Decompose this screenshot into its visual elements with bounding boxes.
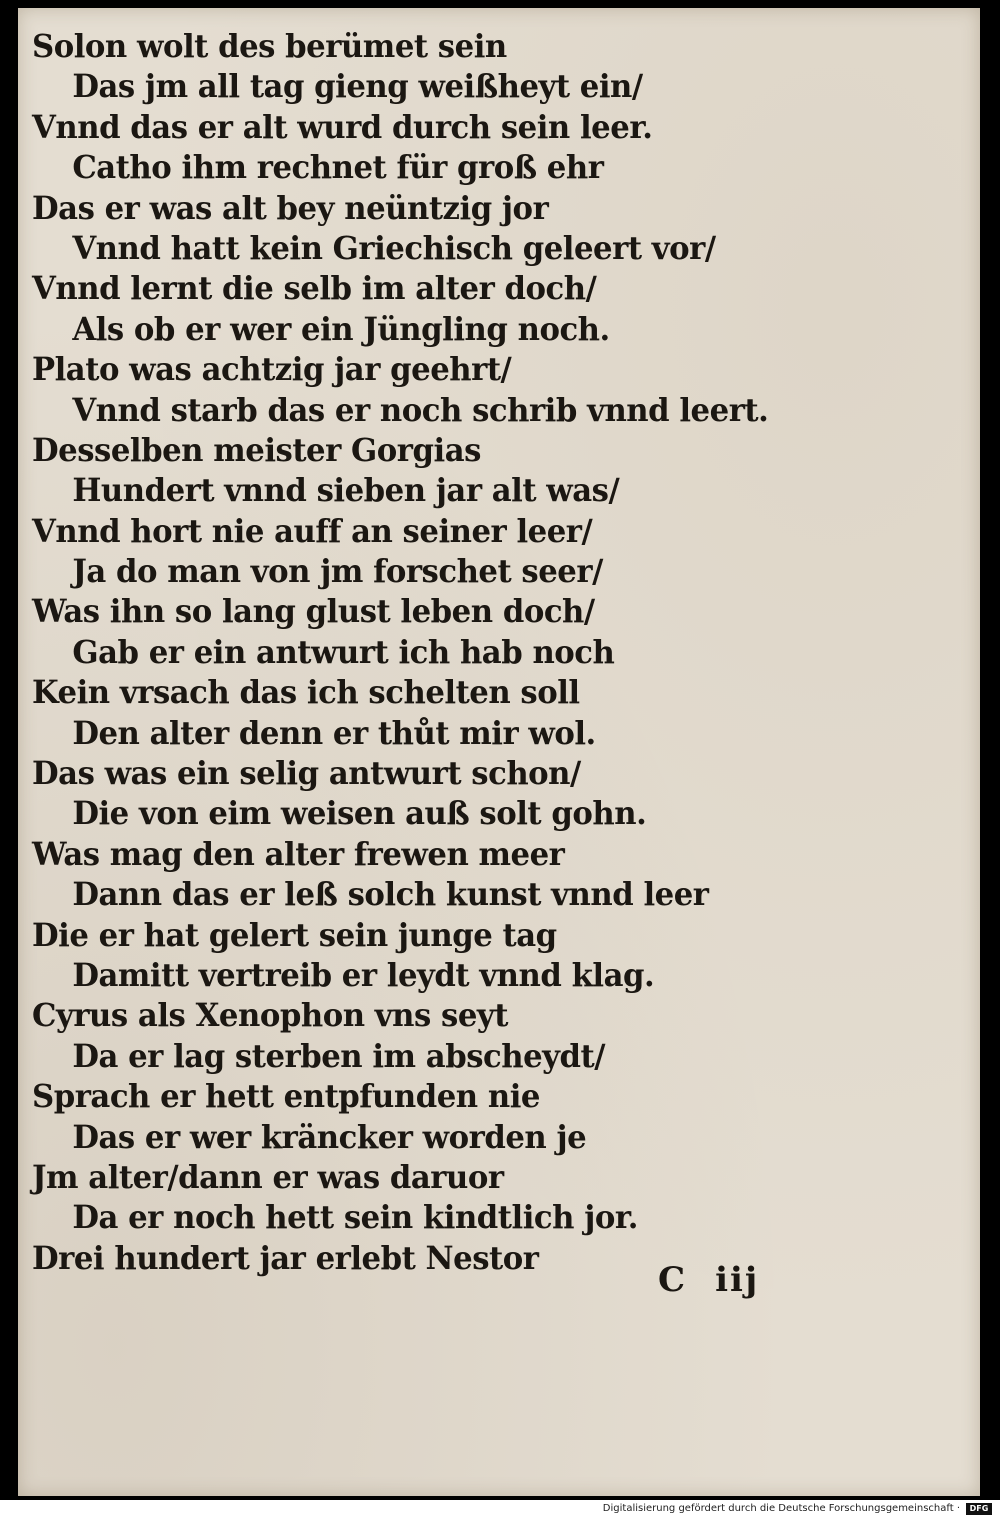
verse-line: Vnnd hort nie auff an seiner leer/: [32, 511, 593, 550]
verse-line: Solon wolt des berümet sein: [32, 27, 507, 65]
verse-line: Cyrus als Xenophon vns seyt: [32, 996, 509, 1035]
verse-line: Das er wer kräncker worden je: [72, 1117, 587, 1156]
verse-line: Was ihn so lang glust leben doch/: [32, 592, 595, 631]
verse-line: Was mag den alter frewen meer: [32, 834, 565, 873]
verse-line: Als ob er wer ein Jüngling noch.: [72, 309, 610, 348]
verse-line: Desselben meister Gorgias: [32, 430, 481, 469]
verse-line: Die von eim weisen auß solt gohn.: [72, 794, 647, 833]
verse-block: [32, 26, 812, 1278]
verse-line: Catho ihm rechnet für groß ehr: [72, 148, 604, 187]
verse-line: Drei hundert jar erlebt Nestor: [32, 1238, 539, 1277]
dfg-logo-icon: DFG: [966, 1503, 992, 1515]
footer-credit: Digitalisierung gefördert durch die Deutsche Forschungsgemeinschaft ·: [602, 1503, 960, 1514]
verse-line: Jm alter/dann er was daruor: [32, 1157, 504, 1196]
verse-line: Das was ein selig antwurt schon/: [32, 754, 581, 793]
verse-line: Das jm all tag gieng weißheyt ein/: [72, 67, 643, 106]
verse-line: Vnnd das er alt wurd durch sein leer.: [32, 107, 653, 146]
digitization-footer: [0, 1500, 1000, 1518]
verse-line: Damitt vertreib er leydt vnnd klag.: [72, 955, 655, 994]
verse-line: Hundert vnnd sieben jar alt was/: [72, 471, 620, 510]
verse-line: Ja do man von jm forschet seer/: [72, 552, 603, 591]
verse-line: Das er was alt bey neüntzig jor: [32, 188, 549, 227]
verse-line: Gab er ein antwurt ich hab noch: [72, 632, 615, 671]
verse-line: Den alter denn er thůt mir wol.: [72, 713, 596, 752]
verse-line: Kein vrsach das ich schelten soll: [32, 673, 580, 712]
verse-line: Die er hat gelert sein junge tag: [32, 915, 557, 954]
verse-line: Vnnd hatt kein Griechisch geleert vor/: [72, 228, 716, 267]
verse-line: Vnnd starb das er noch schrib vnnd leert.: [72, 390, 769, 429]
verse-line: Vnnd lernt die selb im alter doch/: [32, 269, 597, 308]
verse-line: Plato was achtzig jar geehrt/: [32, 350, 512, 389]
signature-mark: [658, 1260, 759, 1300]
verse-line: Sprach er hett entpfunden nie: [32, 1077, 540, 1116]
verse-line: Da er lag sterben im abscheydt/: [72, 1036, 605, 1075]
book-page: [18, 8, 980, 1496]
verse-line: Da er noch hett sein kindtlich jor.: [72, 1198, 638, 1237]
signature-letter: C: [658, 1260, 688, 1300]
signature-number: iij: [715, 1260, 760, 1300]
verse-line: Dann das er leß solch kunst vnnd leer: [72, 875, 709, 914]
